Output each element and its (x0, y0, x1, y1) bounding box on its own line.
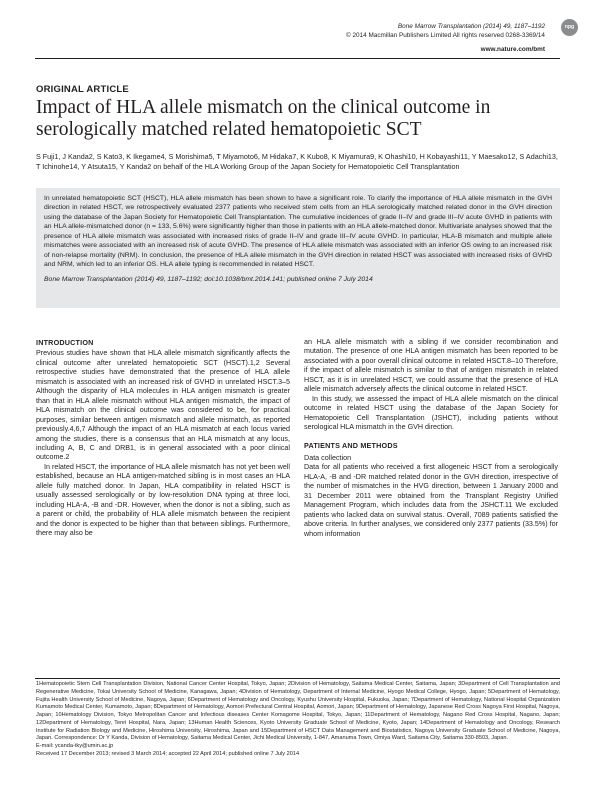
header-rule (35, 58, 560, 59)
article-type: ORIGINAL ARTICLE (36, 84, 129, 95)
data-collection-subheading: Data collection (304, 452, 352, 462)
methods-heading: PATIENTS AND METHODS (304, 440, 398, 450)
intro-paragraph-2: In related HSCT, the importance of HLA allele mismatch has not yet been well established, because an HLA antigen-matched sibling is in most cases an HLA allele fully matched donor. In Japan, HLA compatibility in related HSCT is usually assessed serologically or by low-resolution DNA typing at three loci, including HLA-A, -B and -DR. However, when the donor is not a sibling, such as a parent or child, the probability of HLA allele mismatch between the recipient and the donor is expected to be higher than that between siblings. Furthermore, there may also be (36, 462, 290, 538)
article-title: Impact of HLA allele mismatch on the clinical outcome in serologically matched related hematopoietic SCT (36, 97, 491, 140)
author-list: S Fuji1, J Kanda2, S Kato3, K Ikegame4, S Morishima5, T Miyamoto6, M Hidaka7, K Kubo8, K Miyamura9, K Ohashi10, H Kobayashi11, Y Maesako12, S Adachi13, T Ichinohe14, Y Atsuta15, Y Kanda2 on behalf of the HLA Working Group of the Japan Society for Hematopoietic Cell Transplantation (36, 152, 558, 171)
introduction-heading: INTRODUCTION (36, 338, 94, 347)
methods-paragraph-1: Data for all patients who received a first allogeneic HSCT from a serologically HLA-A, -B and -DR matched related donor in the GVH direction, irrespective of the number of mismatches in the HVG direction, between 1 January 2000 and 31 December 2011 were obtained from the Transplant Registry Unified Management Program, which includes data from the JSHCT.11 We excluded patients who lacked data on survival status. Overall, 7089 patients satisfied the above criteria. In further analyses, we considered only 2377 patients (33.5%) for whom information (304, 463, 558, 538)
correspondence-email[interactable]: E-mail: ycanda-tky@umin.ac.jp (36, 743, 114, 749)
abstract-text: In unrelated hematopoietic SCT (HSCT), HLA allele mismatch has been shown to have a significant role. To clarify the importance of HLA allele mismatch in the GVH direction in related HSCT, we retrospectively evaluated 2377 patients who received stem cells from an HLA serologically matched related donor in the GVH direction using the database of the Japan Society for Hematopoietic Cell Transplantation. The cumulative incidences of grade II–IV and grade III–IV acute GVHD in patients with an HLA allele-mismatched donor (n = 133, 5.6%) were significantly higher than those in patients with an HLA allele-matched donor. Multivariate analyses showed that the presence of HLA allele mismatch was associated with increased risks of grade II–IV and grade III–IV acute GVHD. In particular, HLA-B mismatch and multiple allele mismatches were associated with an increased risk of acute GVHD. The presence of HLA allele mismatch was associated with an inferior OS owing to an increased risk of non-relapse mortality (NRM). In conclusion, the presence of HLA allele mismatch in the GVH direction in related HSCT was associated with increased risks of GVHD and NRM, which led to an inferior OS. HLA allele typing is recommended in related HSCT. (44, 195, 552, 269)
abstract-box (36, 188, 560, 308)
affiliations: 1Hematopoietic Stem Cell Transplantation Division, National Cancer Center Hospital, Tokyo, Japan; 2Division of Hematology, Saitama Medical Center, Saitama, Japan; 3Department of Cell Transplantation and Regenerative Medicine, Tokai University School of Medicine, Kanagawa, Japan; 4Division of Hematology, Department of Internal Medicine, Hyogo Medical College, Hyogo, Japan; 5Department of Hematology, Fujita Health University School of Medicine, Nagoya, Japan; 6Department of Hematology and Oncology, Kyushu University Hospital, Fukuoka, Japan; 7Department of Hematology, National Hospital Organization Kumamoto Medical Center, Kumamoto, Japan; 8Department of Hematology, Aomori Prefectural Central Hospital, Aomori, Japan; 9Department of Hematology, Japanese Red Cross Nagoya First Hospital, Nagoya, Japan; 10Hematology Division, Tokyo Metropolitan Cancer and Infectious diseases Center Komagome Hospital, Tokyo, Japan; 11Department of Hematology, Nagano Red Cross Hospital, Nagano, Japan; 12Department of Hematology, Tenri Hospital, Nara, Japan; 13Human Health Sciences, Kyoto University Graduate School of Medicine, Kyoto, Japan; 14Department of Hematology and Oncology, Research Institute for Radiation Biology and Medicine, Hiroshima University, Hiroshima, Japan and 15Department of HSCT Data Management and Biostatistics, Nagoya University Graduate School of Medicine, Nagoya, Japan. Correspondence: Dr Y Kanda, Division of Hematology, Saitama Medical Center, Jichi Medical University, 1-847, Amanuma Town, Omiya Ward, Saitama City, Saitama 330-8503, Japan. (36, 681, 560, 742)
footnote-rule (35, 678, 560, 679)
received-dates: Received 17 December 2013; revised 3 March 2014; accepted 22 April 2014; published online 7 July 2014 (36, 750, 300, 757)
affiliations-block (36, 681, 560, 759)
intro-paragraph-1: Previous studies have shown that HLA allele mismatch significantly affects the clinical outcome after unrelated hematopoietic SCT (HSCT).1,2 Several retrospective studies have demonstrated that the presence of HLA allele mismatch is associated with an increased risk of GVHD in unrelated HSCT.3–5 Although the disparity of HLA molecules in HLA antigen mismatch is greater than that in HLA allele mismatch without HLA antigen mismatch, the impact of HLA mismatch on the clinical outcome was considered to be, for practical purposes, similar between antigen mismatch and allele mismatch, as reported previously.4,6,7 Although the impact of an HLA mismatch at each locus varied among the studies, there is a consensus that an HLA mismatch at any locus, including A, B, C and DRB1, is in general associated with a poor clinical outcome.2 (36, 349, 290, 462)
journal-header (346, 22, 545, 54)
left-column (36, 338, 290, 539)
right-column (304, 338, 558, 539)
copyright-line: © 2014 Macmillan Publishers Limited All rights reserved 0268-3369/14 (345, 32, 545, 39)
abstract-citation: Bone Marrow Transplantation (2014) 49, 1187–1192; doi:10.1038/bmt.2014.141; published online 7 July 2014 (44, 275, 373, 283)
npg-logo: npg (561, 19, 578, 36)
journal-citation: Bone Marrow Transplantation (2014) 49, 1187–1192 (397, 23, 545, 30)
intro-paragraph-4: In this study, we assessed the impact of HLA allele mismatch on the clinical outcome in related HSCT using the database of the Japan Society for Hematopoietic Cell Transplantation (JSHCT), including patients without serological HLA mismatch in the GVH direction. (304, 394, 558, 432)
intro-paragraph-3: an HLA allele mismatch with a sibling if we consider recombination and mutation. The presence of one HLA antigen mismatch has been reported to be associated with a poor overall clinical outcome in related HSCT.8–10 Therefore, if the impact of allele mismatch is similar to that of antigen mismatch in related HSCT, as it is in unrelated HSCT, we could assume that the presence of HLA allele mismatch adversely affects the clinical outcome in related HSCT. (304, 338, 558, 394)
journal-url[interactable]: www.nature.com/bmt (480, 46, 545, 53)
